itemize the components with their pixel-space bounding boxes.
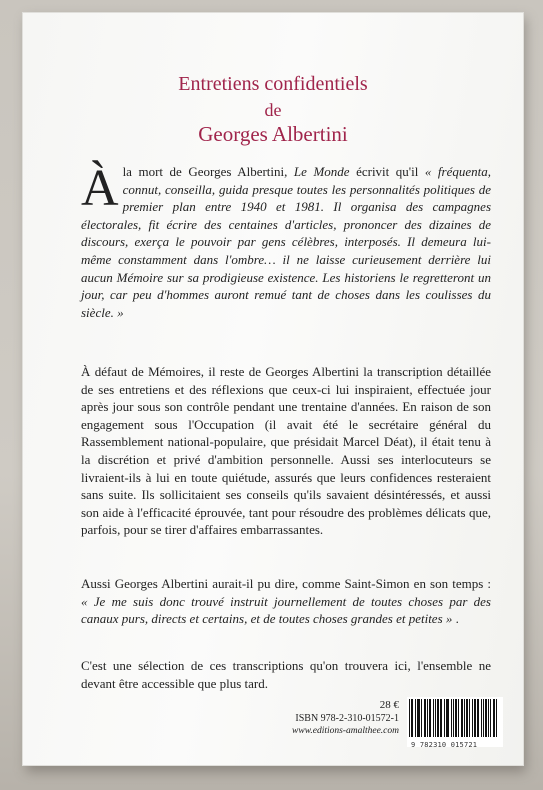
barcode-image [407, 697, 503, 747]
paragraph-saint-simon [81, 575, 491, 628]
isbn-label: ISBN 978-2-310-01572-1 [295, 713, 399, 724]
paragraph-1-intro: la mort de Georges Albertini, [122, 164, 294, 179]
book-title-line-3: Georges Albertini [198, 122, 348, 146]
paragraph-quote-le-monde [81, 160, 491, 321]
paragraph-memoirs: À défaut de Mémoires, il reste de Georges Albertini la transcription détaillée de ses entretiens et des réflexions que ceux-ci lui inspiraient, effectuée jour après jour sous son contrôle pendant une trentaine d'années. En raison de son engagement sous l'Occupation (il avait été le secrétaire général du Rassemblement national-populaire, que présidait Marcel Déat), il était tenu à la discrétion et privé d'ambition personnelle. Aussi ses interlocuteurs se livraient-ils à lui en toute quiétude, assurés que leurs confidences resteraient sans suite. Ils sollicitaient ses conseils qu'ils savaient désintéressés, et aussi son aide à l'efficacité éprouvée, tant pour résoudre des problèmes délicats que, parfois, pour se tirer d'affaires embarrassantes. [81, 364, 491, 538]
paragraph-selection: C'est une sélection de ces transcriptions qu'on trouvera ici, l'ensemble ne devant être accessible que plus tard. [81, 658, 491, 691]
paragraph-1-quote: « fréquenta, connut, conseilla, guida presque toutes les personnalités politiques de premier plan entre 1940 et 1981. Il organisa des campagnes électorales, fit écrire des centaines d'articles, prononcer des dizaines de discours, exerça le pouvoir par gens célèbres, interposés. Il demeura lui-même constamment dans l'ombre… il ne laisse curieusement derrière lui aucun Mémoire sur sa prodigieuse existence. Les historiens le regretteront un jour, car peu d'hommes auront remué tant de choses dans les coulisses du siècle. » [81, 164, 491, 320]
drop-cap: À [81, 160, 119, 217]
paragraph-3-quote: « Je me suis donc trouvé instruit journellement de toutes choses par des canaux purs, directs et certains, et de toutes choses grandes et petites » [81, 593, 491, 627]
price-label: 28 € [379, 699, 399, 711]
book-title-line-2: de [264, 100, 282, 120]
barcode-digits: 9 782310 015721 [411, 741, 478, 749]
paragraph-3-intro: Aussi Georges Albertini aurait-il pu dire, comme Saint-Simon en son temps : [81, 576, 491, 591]
publisher-url: www.editions-amalthee.com [292, 726, 399, 736]
paragraph-3-end: . [455, 611, 459, 627]
newspaper-name: Le Monde [293, 164, 350, 179]
book-title-line-1: Entretiens confidentiels [178, 73, 368, 95]
book-back-cover [22, 12, 524, 766]
paragraph-1-verb: écrivit qu'il [356, 164, 425, 179]
